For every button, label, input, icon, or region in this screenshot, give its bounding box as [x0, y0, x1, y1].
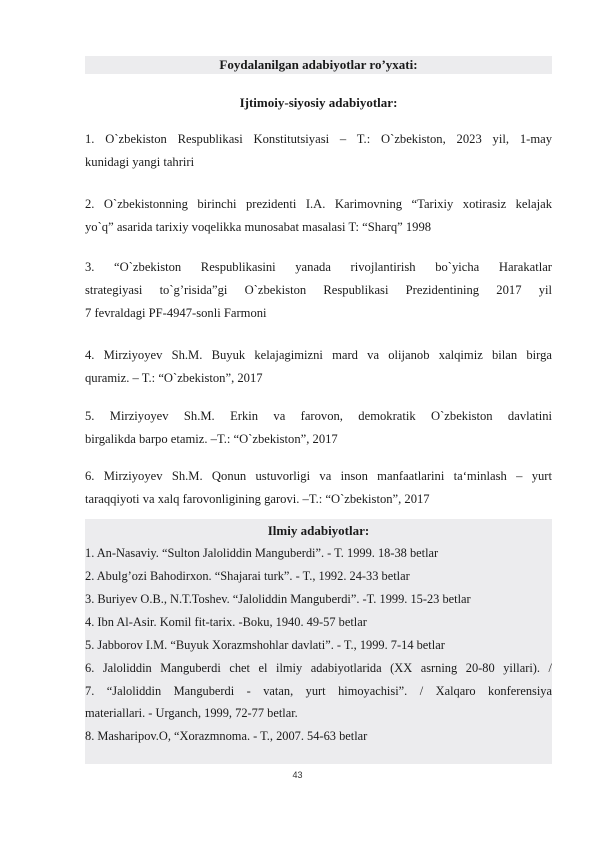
list-item-line: taraqqiyoti va xalq farovonligining garovi. –T.: “O`zbekiston”, 2017 — [85, 492, 430, 506]
list-item — [85, 128, 552, 174]
list-item — [85, 465, 552, 511]
list-item-line: yo`q” asarida tarixiy voqelikka munosabat masalasi T: “Sharq” 1998 — [85, 220, 432, 234]
reference-item: 2. Abulg’ozi Bahodirxon. “Shajarai turk”. - T., 1992. 24-33 betlar — [85, 569, 410, 583]
page-title: Foydalanilgan adabiyotlar ro’yxati: — [85, 56, 552, 74]
section-title-ilmiy: Ilmiy adabiyotlar: — [267, 523, 370, 538]
list-item-line: strategiyasi to`g’risida”gi O`zbekiston Respublikasi Prezidentining 2017 yil — [85, 283, 552, 297]
reference-item: 5. Jabborov I.M. “Buyuk Xorazmshohlar davlati”. - T., 1999. 7-14 betlar — [85, 638, 445, 652]
list-item-line: 2. O`zbekistonning birinchi prezidenti I.A. Karimovning “Tarixiy xotirasiz kelajak — [85, 197, 552, 211]
page-number: 43 — [292, 770, 303, 780]
list-item — [85, 256, 552, 325]
list-item — [85, 405, 552, 451]
reference-item: 1. An-Nasaviy. “Sulton Jaloliddin Manguberdi”. - T. 1999. 18-38 betlar — [85, 546, 439, 560]
list-item-line: 5. Mirziyoyev Sh.M. Erkin va farovon, demokratik O`zbekiston davlatini — [85, 409, 552, 423]
list-item-line: 3. “O`zbekiston Respublikasini yanada rivojlantirish bo`yicha Harakatlar — [85, 260, 552, 274]
reference-item-continued: materiallari. - Urganch, 1999, 72-77 betlar. — [85, 706, 298, 720]
list-item-line: quramiz. – T.: “O`zbekiston”, 2017 — [85, 371, 263, 385]
list-item-line: 4. Mirziyoyev Sh.M. Buyuk kelajagimizni mard va olijanob xalqimiz bilan birga — [85, 348, 552, 362]
list-item-line: kunidagi yangi tahriri — [85, 155, 195, 169]
reference-item: 6. Jaloliddin Manguberdi chet el ilmiy adabiyotlarida (XX asrning 20-80 yillari). / — [85, 661, 552, 675]
list-item — [85, 193, 552, 239]
list-item-line: 7 fevraldagi PF-4947-sonli Farmoni — [85, 306, 267, 320]
list-item-line: 6. Mirziyoyev Sh.M. Qonun ustuvorligi va inson manfaatlarini ta‘minlash – yurt — [85, 469, 552, 483]
list-item-line: birgalikda barpo etamiz. –T.: “O`zbekiston”, 2017 — [85, 432, 338, 446]
list-item — [85, 344, 552, 390]
list-item-line: 1. O`zbekiston Respublikasi Konstitutsiyasi – T.: O`zbekiston, 2023 yil, 1-may — [85, 132, 552, 146]
reference-item: 7. “Jaloliddin Manguberdi - vatan, yurt himoyachisi”. / Xalqaro konferensiya — [85, 684, 552, 698]
reference-item: 3. Buriyev O.B., N.T.Toshev. “Jaloliddin Manguberdi”. -T. 1999. 15-23 betlar — [85, 592, 471, 606]
reference-item: 4. Ibn Al-Asir. Komil fit-tarix. -Boku, 1940. 49-57 betlar — [85, 615, 367, 629]
section-title-ijtimoiy: Ijtimoiy-siyosiy adabiyotlar: — [239, 95, 398, 110]
reference-item: 8. Masharipov.O, “Xorazmnoma. - T., 2007. 54-63 betlar — [85, 729, 368, 743]
